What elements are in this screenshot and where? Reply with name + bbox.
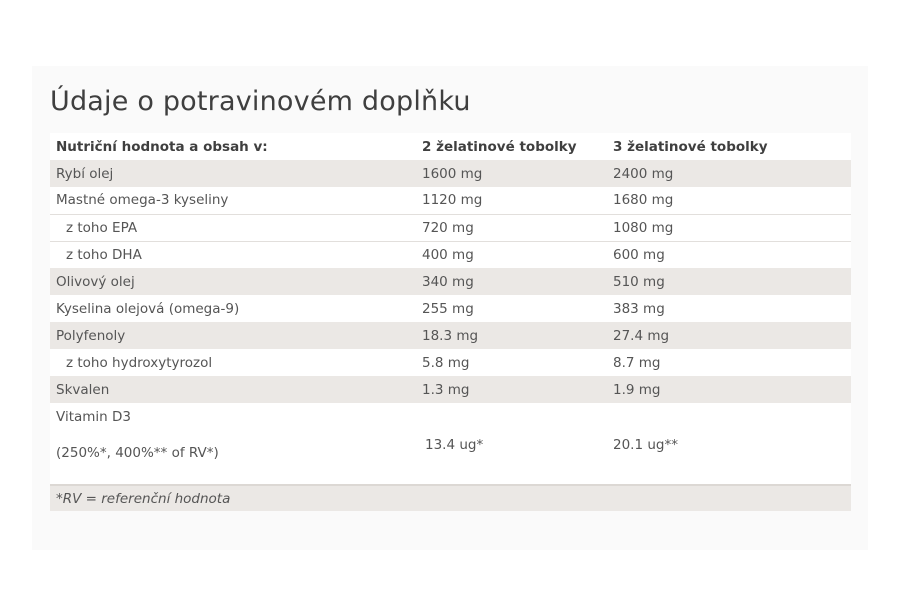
table-row <box>50 160 851 187</box>
nutrient-label: Kyselina olejová (omega-9) <box>50 295 416 322</box>
value-2-capsules: 13.4 ug* <box>425 437 484 453</box>
value-2-capsules: 400 mg <box>416 241 607 268</box>
value-3-capsules: 20.1 ug** <box>613 437 678 453</box>
nutrient-label: z toho DHA <box>50 241 416 268</box>
header-nutrient: Nutriční hodnota a obsah v: <box>50 133 416 160</box>
nutrient-label: Mastné omega-3 kyseliny <box>50 187 416 214</box>
value-3-capsules: 1680 mg <box>607 187 851 214</box>
table-row <box>50 268 851 295</box>
value-3-capsules: 1080 mg <box>607 214 851 241</box>
nutrient-label: Vitamin D3 <box>56 409 131 425</box>
table-row <box>50 322 851 349</box>
value-3-capsules: 600 mg <box>607 241 851 268</box>
value-2-capsules-cell <box>416 403 607 485</box>
table-row <box>50 295 851 322</box>
table-row <box>50 349 851 376</box>
table-footnote-row <box>50 485 851 511</box>
value-2-capsules: 1120 mg <box>416 187 607 214</box>
table-row <box>50 214 851 241</box>
value-2-capsules: 1600 mg <box>416 160 607 187</box>
table-row <box>50 241 851 268</box>
value-3-capsules: 27.4 mg <box>607 322 851 349</box>
value-2-capsules: 255 mg <box>416 295 607 322</box>
value-2-capsules: 720 mg <box>416 214 607 241</box>
value-3-capsules: 2400 mg <box>607 160 851 187</box>
table-header-row <box>50 133 851 160</box>
nutrient-label: Olivový olej <box>50 268 416 295</box>
footnote: *RV = referenční hodnota <box>50 485 851 511</box>
nutrient-label: Rybí olej <box>50 160 416 187</box>
value-2-capsules: 18.3 mg <box>416 322 607 349</box>
header-2-capsules: 2 želatinové tobolky <box>416 133 607 160</box>
page-title: Údaje o potravinovém doplňku <box>50 86 471 117</box>
rv-percentage-note: (250%*, 400%** of RV*) <box>56 445 219 461</box>
value-3-capsules: 510 mg <box>607 268 851 295</box>
nutrient-label: Skvalen <box>50 376 416 403</box>
value-3-capsules: 383 mg <box>607 295 851 322</box>
header-3-capsules: 3 želatinové tobolky <box>607 133 851 160</box>
nutrient-label: Polyfenoly <box>50 322 416 349</box>
value-2-capsules: 1.3 mg <box>416 376 607 403</box>
nutrient-label: z toho hydroxytyrozol <box>50 349 416 376</box>
value-3-capsules: 1.9 mg <box>607 376 851 403</box>
nutrient-label: z toho EPA <box>50 214 416 241</box>
nutrition-table <box>50 133 851 511</box>
table-row <box>50 376 851 403</box>
table-row-vitamin-d3 <box>50 403 851 485</box>
value-3-capsules: 8.7 mg <box>607 349 851 376</box>
nutrient-label-cell <box>50 403 416 485</box>
value-2-capsules: 340 mg <box>416 268 607 295</box>
value-3-capsules-cell <box>607 403 851 485</box>
value-2-capsules: 5.8 mg <box>416 349 607 376</box>
table-row <box>50 187 851 214</box>
